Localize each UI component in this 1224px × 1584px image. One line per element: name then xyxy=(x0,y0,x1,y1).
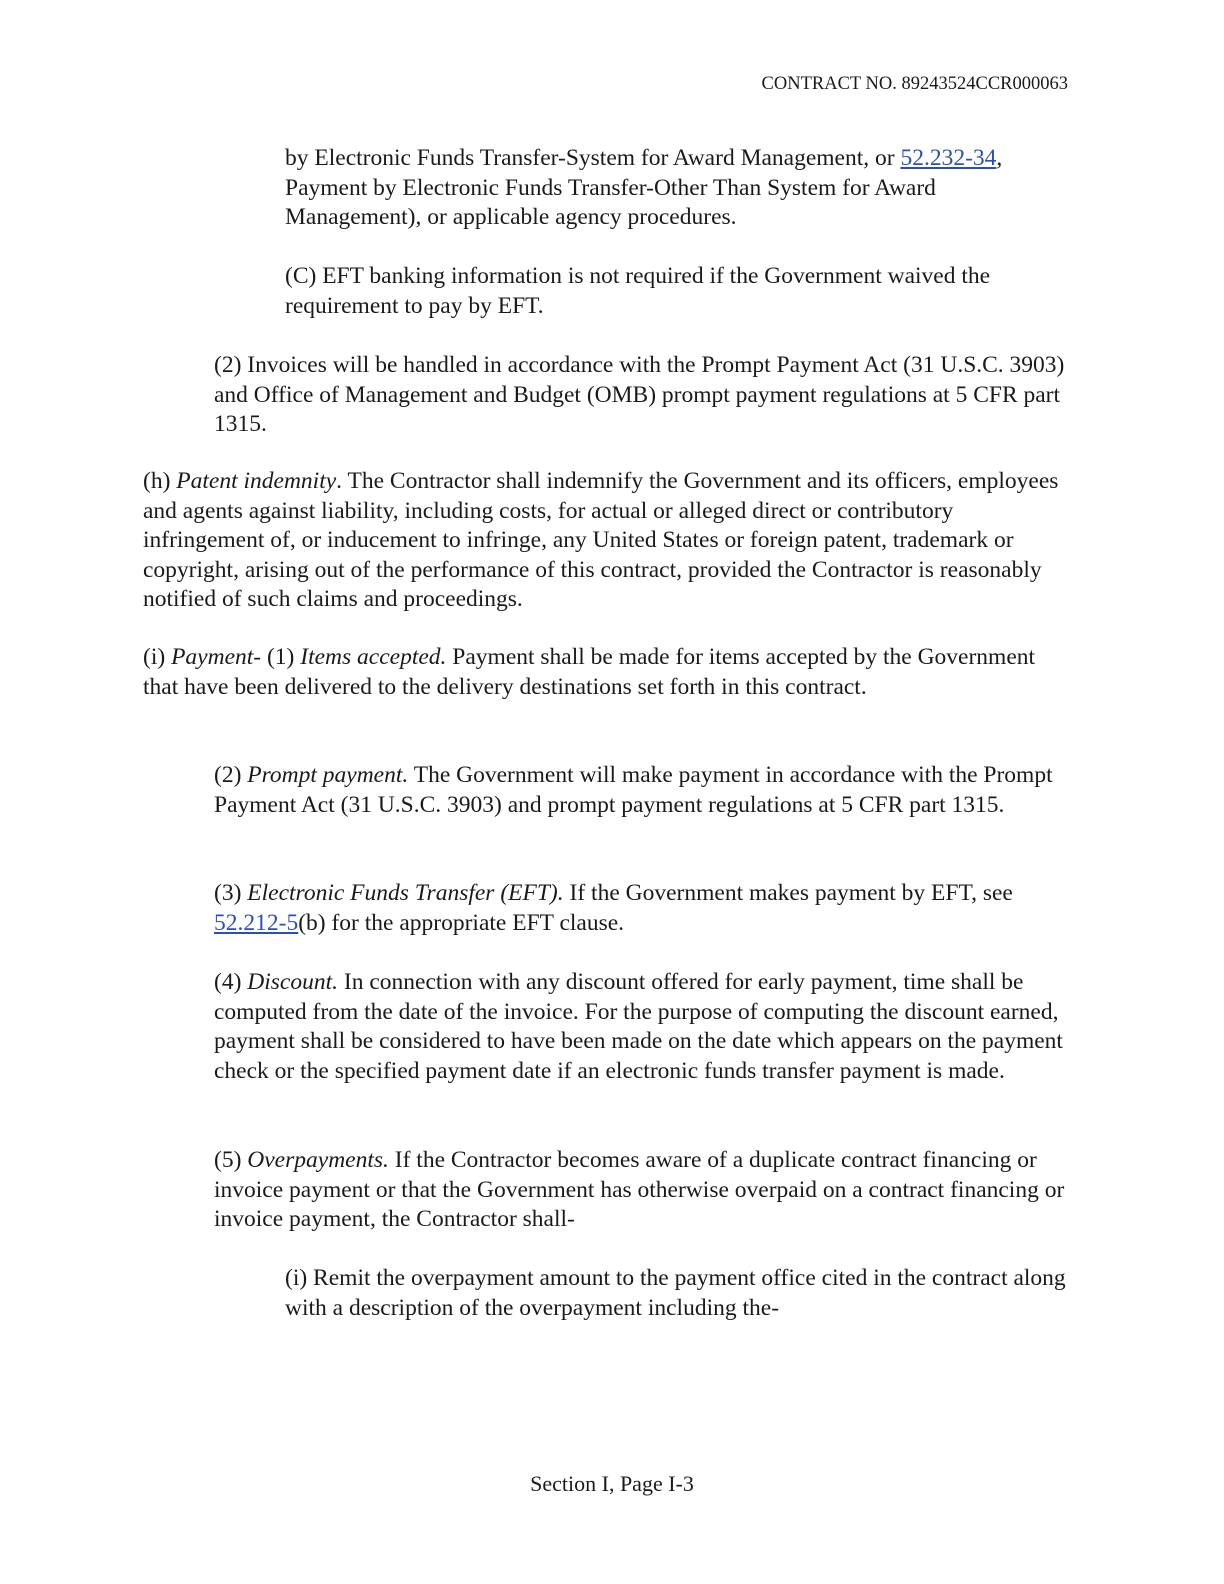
paragraph-heading: Electronic Funds Transfer (EFT). xyxy=(247,880,564,906)
paragraph-text: , Payment by Electronic Funds Transfer-Other Than System for Award Management), or applicable agency procedures. xyxy=(285,145,1003,231)
paragraph-2-invoices: (2) Invoices will be handled in accordance with the Prompt Payment Act (31 U.S.C. 3903) and Office of Management and Budget (OMB) prompt payment regulations at 5 CFR part 1315. xyxy=(214,352,1065,438)
paragraph-heading: Payment xyxy=(171,644,254,670)
paragraph-text: . The Contractor shall indemnify the Government and its officers, employees and agents against liability, including costs, for actual or alleged direct or contributory infringement of, or inducement to infringe, any United States or foreign patent, trademark or copyright, arising out of the performance of this contract, provided the Contractor is reasonably notified of such claims and proceedings. xyxy=(143,468,1059,613)
link-52-232-34[interactable]: 52.232-34 xyxy=(900,145,997,171)
paragraph-3-eft xyxy=(214,879,1074,938)
paragraph-prefix: (h) xyxy=(143,468,177,494)
paragraph-4-discount xyxy=(214,968,1074,1086)
contract-number-header: CONTRACT NO. 89243524CCR000063 xyxy=(761,74,1068,94)
paragraph-heading: Patent indemnity xyxy=(176,468,337,494)
paragraph-text: - (1) xyxy=(253,644,301,670)
paragraph-prefix: (4) xyxy=(214,969,248,995)
paragraph-text: If the Government makes payment by EFT, see xyxy=(563,880,1013,906)
paragraph-text: Payment shall be made for items accepted by the Government that have been delivered to the delivery destinations set forth in this contract. xyxy=(143,644,1036,700)
paragraph-prefix: (i) xyxy=(143,644,172,670)
paragraph-prefix: (2) xyxy=(214,762,248,788)
paragraph-prefix: (5) xyxy=(214,1147,248,1173)
paragraph-text: by Electronic Funds Transfer-System for Award Management, or xyxy=(285,145,901,171)
page-footer: Section I, Page I-3 xyxy=(530,1471,694,1496)
paragraph-heading: Overpayments. xyxy=(247,1147,389,1173)
paragraph-i-payment xyxy=(143,643,1075,702)
paragraph-2-prompt-payment xyxy=(214,761,1074,820)
paragraph-i-remit-overpayment: (i) Remit the overpayment amount to the payment office cited in the contract along with a description of the overpayment including the- xyxy=(285,1265,1066,1321)
paragraph-prefix: (3) xyxy=(214,880,248,906)
paragraph-text: In connection with any discount offered for early payment, time shall be computed from the date of the invoice. For the purpose of computing the discount earned, payment shall be considered to have been made on the date which appears on the payment check or the specified payment date if an electronic funds transfer payment is made. xyxy=(214,969,1063,1084)
paragraph-subheading: Items accepted. xyxy=(300,644,447,670)
paragraph-text: (b) for the appropriate EFT clause. xyxy=(298,909,625,936)
paragraph-text: If the Contractor becomes aware of a duplicate contract financing or invoice payment or that the Government has otherwise overpaid on a contract financing or invoice payment, the Contractor shall- xyxy=(214,1147,1065,1233)
paragraph-text: The Government will make payment in accordance with the Prompt Payment Act (31 U.S.C. 3903) and prompt payment regulations at 5 CFR part 1315. xyxy=(214,762,1053,818)
paragraph-h-patent-indemnity xyxy=(143,467,1075,615)
paragraph-c-eft-banking: (C) EFT banking information is not required if the Government waived the requirement to pay by EFT. xyxy=(285,263,991,319)
paragraph-heading: Discount. xyxy=(247,969,339,995)
link-52-212-5[interactable]: 52.212-5 xyxy=(214,909,299,936)
paragraph-heading: Prompt payment. xyxy=(247,762,409,788)
paragraph-5-overpayments xyxy=(214,1146,1074,1235)
paragraph-eft-continuation xyxy=(285,144,1075,233)
